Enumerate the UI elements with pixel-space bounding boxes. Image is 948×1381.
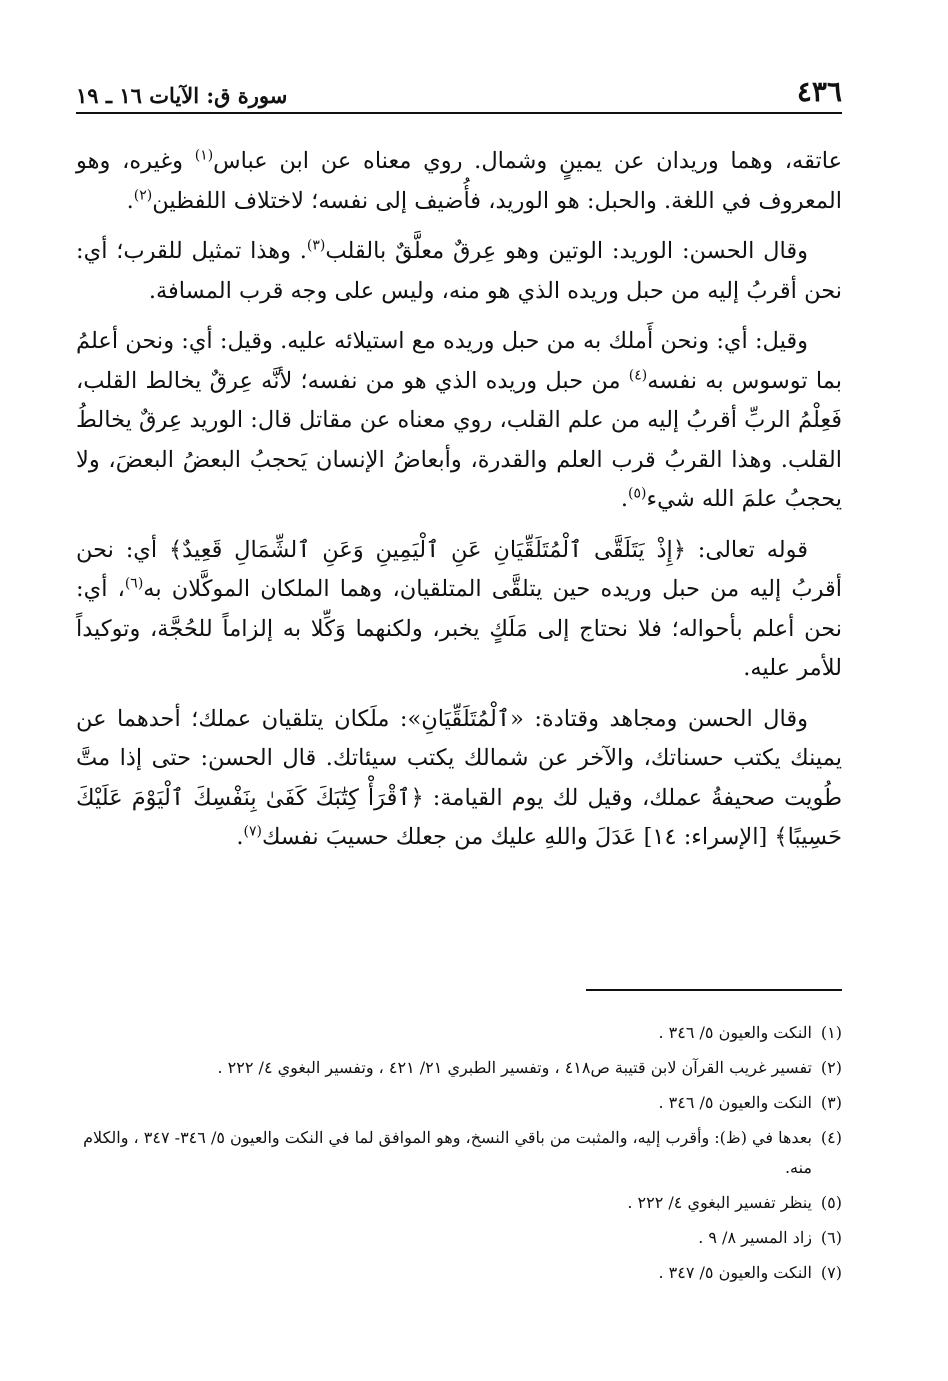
footnote-ref[interactable]: (٢) [133,187,153,203]
footnote-ref[interactable]: (٤) [628,367,648,383]
running-header [76,72,842,114]
footnote-ref[interactable]: (٥) [628,485,647,502]
footnote-separator [586,989,842,991]
surah-title: سورة ق: الآيات ١٦ ـ ١٩ [76,83,288,108]
footnote: (٢) تفسير غريب القرآن لابن قتيبة ص٤١٨ ، وتفسير الطبري ٢١/ ٤٢١ ، وتفسير البغوي ٤/ ٢٢٢ . [217,1058,842,1077]
paragraph: وقيل: أي: ونحن أَملك به من حبل وريده مع استيلائه عليه. وقيل: أي: ونحن أعلمُ بما توسوس به نفسه$^{(٤)}$ من حبل وريده الذي هو من نفسه؛ لأنَّه عِرقٌ يخالط القلب، فَعِلْمُ الربِّ أقربُ إليه من علم القلب، روي معناه عن مقاتل قال: الوريد عِرقٌ يخالطُ القلب. وهذا القربُ قرب العلم والقدرة، وأبعاضُ الإنسان يَحجبُ البعضُ البعضَ، ولا يحجبُ علمَ الله شيء$^{(٥)}$. [76,328,842,512]
footnote: (٥) ينظر تفسير البغوي ٤/ ٢٢٢ . [627,1193,842,1212]
footnote-ref[interactable]: (٣) [306,237,326,254]
footnote-ref[interactable]: (١) [194,147,214,164]
footnote: (٦) زاد المسير ٨/ ٩ . [698,1228,842,1247]
footnote: (١) النكت والعيون ٥/ ٣٤٦ . [658,1023,842,1042]
main-text [76,142,842,869]
footnote: (٧) النكت والعيون ٥/ ٣٤٧ . [658,1263,842,1282]
footnote-ref[interactable]: (٦) [124,575,144,592]
page-number: ٤٣٦ [796,75,842,108]
footnotes [76,1018,842,1293]
paragraph: عاتقه، وهما وريدان عن يمينٍ وشمال. روي معناه عن ابن عباس$^{(١)}$ وغيره، وهو المعروف في اللغة. والحبل: هو الوريد، فأُضيف إلى نفسه؛ لاختلاف اللفظين$^{(٢)}$. [76,147,842,214]
paragraph: وقال الحسن: الوريد: الوتين وهو عِرقٌ معلَّقٌ بالقلب$^{(٣)}$. وهذا تمثيل للقرب؛ أي: نحن أقربُ إليه من حبل وريده الذي هو منه، وليس على وجه قرب المسافة. [76,237,842,304]
footnote-ref[interactable]: (٧) [243,823,262,840]
footnote: (٣) النكت والعيون ٥/ ٣٤٦ . [658,1093,842,1112]
paragraph: قوله تعالى: ﴿إِذْ يَتَلَقَّى ٱلْمُتَلَقِّيَانِ عَنِ ٱلْيَمِينِ وَعَنِ ٱلشِّمَالِ قَعِيدٌ﴾ أي: نحن أقربُ إليه من حبل وريده حين يتلقَّى المتلقيان، وهما الملكان الموكَّلان به$^{(٦)}$، أي: نحن أعلم بأحواله؛ فلا نحتاج إلى مَلَكٍ يخبر، ولكنهما وَكِّلا به إلزاماً للحُجَّة، وتوكيداً للأمر عليه. [76,536,842,681]
footnote: (٤) بعدها في (ظ): وأقرب إليه، والمثبت من باقي النسخ، وهو الموافق لما في النكت والعيون ٥/ ٣٤٦- ٣٤٧ ، والكلام منه. [83,1128,842,1177]
paragraph: وقال الحسن ومجاهد وقتادة: «ٱلْمُتَلَقِّيَانِ»: ملَكان يتلقيان عملك؛ أحدهما عن يمينك يكتب حسناتك، والآخر عن شمالك يكتب سيئاتك. قال الحسن: حتى إذا متَّ طُويت صحيفةُ عملك، وقيل لك يوم القيامة: ﴿ٱقْرَأْ كِتَٰبَكَ كَفَىٰ بِنَفْسِكَ ٱلْيَوْمَ عَلَيْكَ حَسِيبًا﴾ [الإسراء: ١٤] عَدَلَ واللهِ عليك من جعلك حسيبَ نفسك$^{(٧)}$. [76,705,842,850]
